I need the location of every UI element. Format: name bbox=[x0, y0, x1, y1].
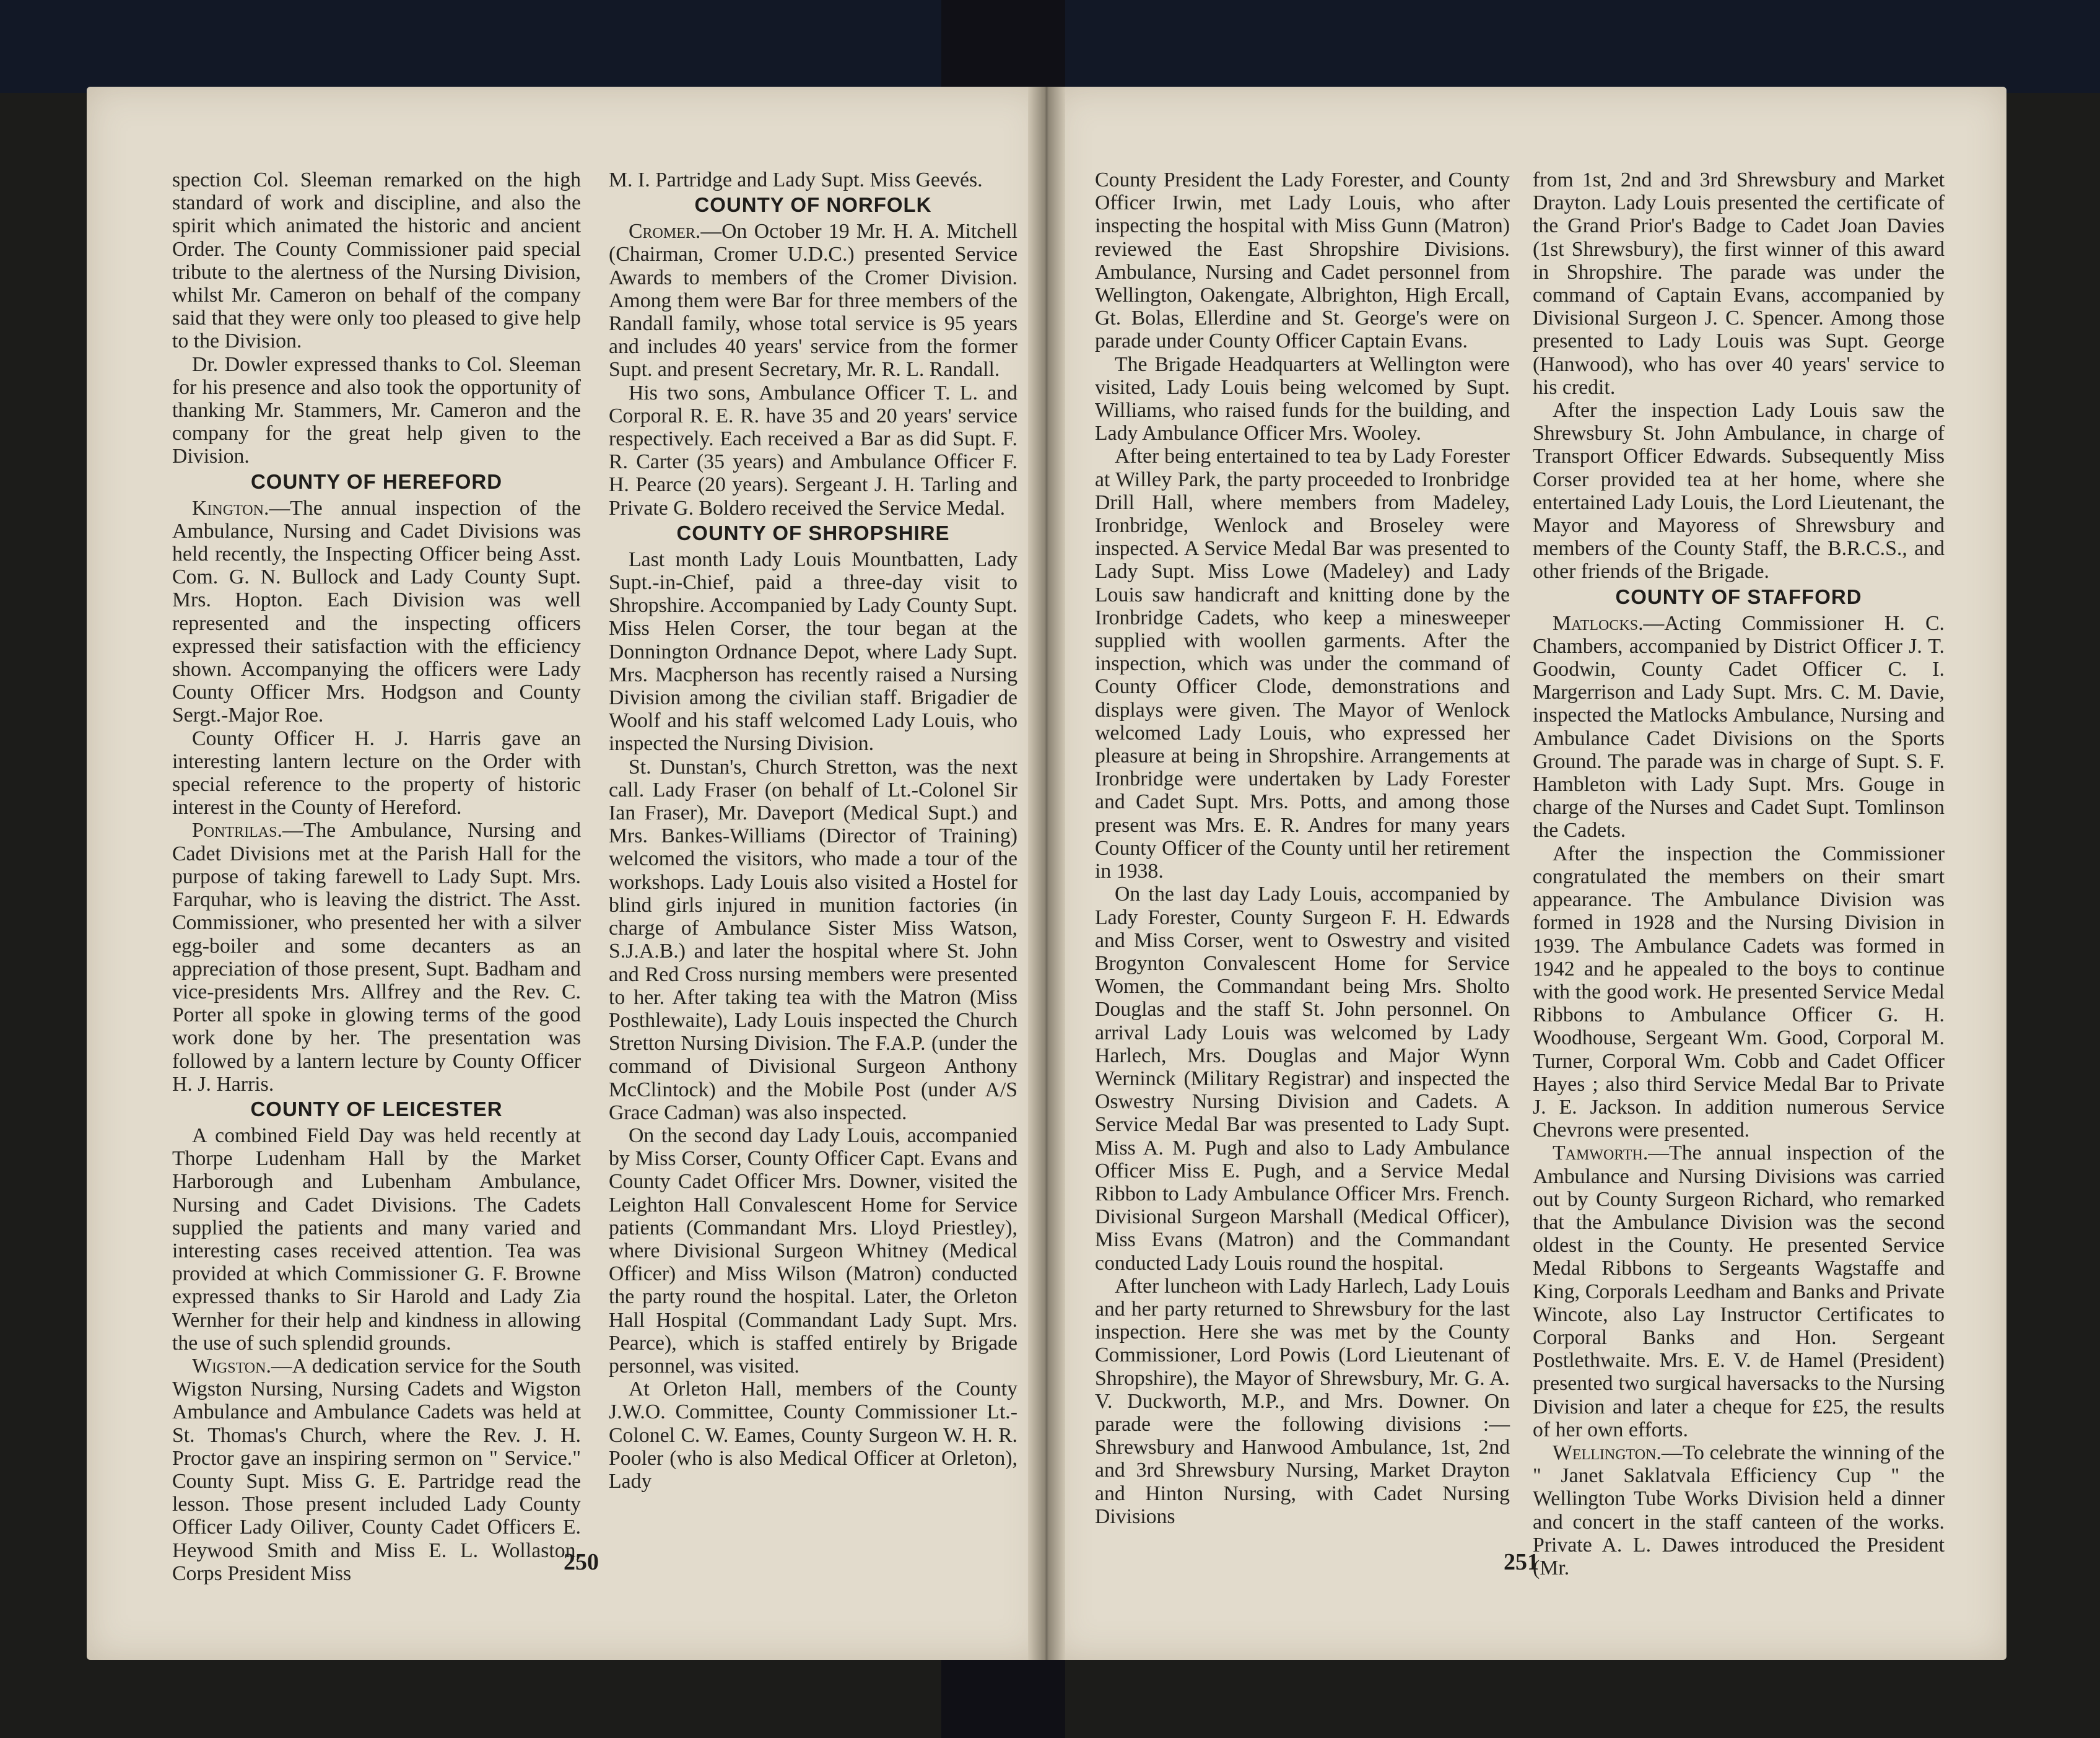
page-number-left: 250 bbox=[564, 1549, 599, 1575]
paragraph-text: —A dedication service for the South Wigston Nursing, Nursing Cadets and Wigston Ambulance and Ambulance Cadets was held at St. Thomas's Church, where the Rev. J. H. Proctor gave an inspiring sermon on " Service." County Supt. Miss G. E. Partridge read the lesson. Those present included Lady County Officer Lady Oiliver, County Cadet Officers E. Heywood Smith and Miss E. L. Wollaston, Corps President Miss bbox=[172, 1354, 581, 1585]
paragraph: Dr. Dowler expressed thanks to Col. Sleeman for his presence and also took the opportunity of thanking Mr. Stammers, Mr. Cameron and the company for the great help given to the Division. bbox=[172, 352, 581, 468]
paragraph-text: —The Ambulance, Nursing and Cadet Divisions met at the Parish Hall for the purpose of taking farewell to Lady Supt. Mrs. Farquhar, who is leaving the district. The Asst. Commissioner, who presented her with a silver egg-boiler and some decanters as an appreciation of those present, Supt. Badham and vice-presidents Mrs. Allfrey and the Rev. C. Porter all spoke in glowing terms of the good work done by her. The presentation was followed by a lantern lecture by County Officer H. J. Harris. bbox=[172, 819, 581, 1096]
section-heading-stafford: COUNTY OF STAFFORD bbox=[1615, 585, 1862, 608]
paragraph: At Orleton Hall, members of the County J.W.O. Committee, County Commissioner Lt.-Colonel C. W. Eames, County Surgeon W. H. R. Pooler (who is also Medical Officer at Orleton), Lady bbox=[609, 1378, 1017, 1493]
paragraph: The Brigade Headquarters at Wellington were visited, Lady Louis being welcomed by Supt. Williams, who raised funds for the building, and Lady Ambulance Officer Mrs. Wooley. bbox=[1095, 352, 1510, 445]
left-page-column-2 bbox=[609, 168, 1017, 1493]
place-name: Pontrilas. bbox=[192, 819, 282, 842]
paragraph: M. I. Partridge and Lady Supt. Miss Geevés. bbox=[609, 168, 983, 191]
left-page-column-1 bbox=[172, 168, 581, 1585]
right-page-column-1 bbox=[1095, 168, 1510, 1528]
place-name: Kington. bbox=[192, 496, 269, 520]
paragraph-pontrilas bbox=[172, 819, 581, 1095]
paragraph-text: —On October 19 Mr. H. A. Mitchell (Chairman, Cromer U.D.C.) presented Service Awards to members of the Cromer Division. Among them were Bar for three members of the Randall family, whose total service is 95 years and includes 40 years' service from the former Supt. and present Secretary, Mr. R. L. Randall. bbox=[609, 220, 1017, 382]
paragraph-text: —To celebrate the winning of the " Janet Saklatvala Efficiency Cup " the Wellington Tube Works Division held a dinner and concert in the staff canteen of the works. Private A. L. Dawes introduced the President (Mr. bbox=[1533, 1441, 1945, 1579]
section-heading-hereford: COUNTY OF HEREFORD bbox=[250, 469, 503, 493]
paragraph-tamworth bbox=[1533, 1142, 1945, 1441]
section-heading-leicester: COUNTY OF LEICESTER bbox=[250, 1097, 503, 1120]
paragraph: His two sons, Ambulance Officer T. L. and Corporal R. E. R. have 35 and 20 years' service respectively. Each received a Bar as did Supt. F. R. Carter (35 years) and Ambulance Officer F. H. Pearce (20 years). Sergeant J. H. Tarling and Private G. Boldero received the Service Medal. bbox=[609, 381, 1017, 520]
paragraph-kington bbox=[172, 497, 581, 727]
paragraph: A combined Field Day was held recently at Thorpe Ludenham Hall by the Market Harborough and Lubenham Ambulance, Nursing and Cadet Divisions. The Cadets supplied the patients and many varied and interesting cases received attention. Tea was provided at which Commissioner G. F. Browne expressed thanks to Sir Harold and Lady Zia Wernher for their help and kindness in allowing the use of such splendid grounds. bbox=[172, 1124, 581, 1355]
paragraph: On the second day Lady Louis, accompanied by Miss Corser, County Officer Capt. Evans and County Cadet Officer Mrs. Downer, visited the Leighton Hall Convalescent Home for Service patients (Commandant Mrs. Lloyd Priestley), where Divisional Surgeon Whitney (Medical Officer) and Miss Wilson (Matron) conducted the party round the hospital. Later, the Orleton Hall Hospital (Commandant Lady Supt. Mrs. Pearce), which is staffed entirely by Brigade personnel, was visited. bbox=[609, 1124, 1017, 1378]
paragraph: St. Dunstan's, Church Stretton, was the next call. Lady Fraser (on behalf of Lt.-Colonel Sir Ian Fraser), Mr. Daveport (Medical Supt.) and Mrs. Bankes-Williams (Director of Training) welcomed the visitors, who made a tour of the workshops. Lady Louis also visited a Hostel for blind girls injured in munition factories (in charge of Ambulance Sister Miss Watson, S.J.A.B.) and later the hospital where St. John and Red Cross nursing members were presented to her. After taking tea with the Matron (Miss Posthlewaite), Lady Louis inspected the Church Stretton Nursing Division. The F.A.P. (under the command of Divisional Surgeon Anthony McClintock) and the Mobile Post (under A/S Grace Cadman) was also inspected. bbox=[609, 755, 1017, 1124]
book-gutter bbox=[1028, 87, 1065, 1660]
place-name: Cromer. bbox=[629, 220, 701, 243]
paragraph: On the last day Lady Louis, accompanied by Lady Forester, County Surgeon F. H. Edwards and Miss Corser, went to Oswestry and visited Brogynton Convalescent Home for Service Women, the Commandant being Mrs. Sholto Douglas and the staff St. John personnel. On arrival Lady Louis was welcomed by Lady Harlech, Mrs. Douglas and Major Wynn Werninck (Military Registrar) and inspected the Oswestry Nursing Division and Cadets. A Service Medal Bar was presented to Lady Supt. Miss A. M. Pugh and also to Lady Ambulance Officer Miss E. Pugh, and a Service Medal Ribbon to Lady Ambulance Officer Mrs. French. Divisional Surgeon Marshall (Medical Officer), Miss Evans (Matron) and the Commandant conducted Lady Louis round the hospital. bbox=[1095, 883, 1510, 1275]
paragraph: After the inspection the Commissioner congratulated the members on their smart appearance. The Ambulance Division was formed in 1928 and the Nursing Division in 1939. The Ambulance Cadets was formed in 1942 and he appealed to the boys to continue with the good work. He presented Service Medal Ribbons to Ambulance Officer G. H. Woodhouse, Sergeant Wm. Good, Corporal M. Turner, Corporal Wm. Cobb and Cadet Officer Hayes ; also third Service Medal Bar to Private J. E. Jackson. In addition numerous Service Chevrons were presented. bbox=[1533, 842, 1945, 1142]
paragraph-text: —The annual inspection of the Ambulance, Nursing and Cadet Divisions was held recently, the Inspecting Officer being Asst. Com. G. N. Bullock and Lady County Supt. Mrs. Hopton. Each Division was well represented and the inspecting officers expressed their satisfaction with the efficiency shown. Accompanying the officers were Lady County Officer Mrs. Hodgson and County Sergt.-Major Roe. bbox=[172, 496, 581, 727]
paragraph: Last month Lady Louis Mountbatten, Lady Supt.-in-Chief, paid a three-day visit to Shropshire. Accompanied by Lady County Supt. Miss Helen Corser, the tour began at the Donnington Ordnance Depot, where Lady Supt. Mrs. Macpherson has recently raised a Nursing Division among the civilian staff. Brigadier de Woolf and his staff welcomed Lady Louis, who inspected the Nursing Division. bbox=[609, 548, 1017, 756]
right-page-column-2 bbox=[1533, 168, 1945, 1579]
paragraph: After being entertained to tea by Lady Forester at Willey Park, the party proceeded to Ironbridge Drill Hall, where members from Madeley, Ironbridge, Wenlock and Broseley were inspected. A Service Medal Bar was presented to Lady Supt. Miss Lowe (Madeley) and Lady Louis saw handicraft and knitting done by the Ironbridge Cadets, who keep a minesweeper supplied with woollen garments. After the inspection, which was under the command of County Officer Clode, demonstrations and displays were given. The Mayor of Wenlock welcomed Lady Louis, who expressed her pleasure at being in Shropshire. Arrangements at Ironbridge were undertaken by Lady Forester and Cadet Supt. Mrs. Potts, and among those present was Mrs. E. R. Andres for many years County Officer of the County until her retirement in 1938. bbox=[1095, 445, 1510, 883]
paragraph: After the inspection Lady Louis saw the Shrewsbury St. John Ambulance, in charge of Transport Officer Edwards. Subsequently Miss Corser provided tea at her home, where she entertained Lady Louis, the Lord Lieutenant, the Mayor and Mayoress of Shrewsbury and members of the County Staff, the B.R.C.S., and other friends of the Brigade. bbox=[1533, 399, 1945, 583]
paragraph-wigston bbox=[172, 1355, 581, 1585]
paragraph-matlocks bbox=[1533, 612, 1945, 842]
place-name: Matlocks. bbox=[1553, 611, 1644, 635]
section-heading-shropshire: COUNTY OF SHROPSHIRE bbox=[676, 521, 950, 544]
place-name: Tamworth. bbox=[1553, 1142, 1649, 1165]
paragraph: from 1st, 2nd and 3rd Shrewsbury and Market Drayton. Lady Louis presented the certificate of the Grand Prior's Badge to Cadet Joan Davies (1st Shrewsbury), the first winner of this award in Shropshire. The parade was under the command of Captain Evans, accompanied by Divisional Surgeon J. C. Spencer. Among those presented to Lady Louis was Supt. George (Hanwood), who has over 40 years' service to his credit. bbox=[1533, 168, 1945, 399]
paragraph-text: —The annual inspection of the Ambulance and Nursing Divisions was carried out by County Surgeon Richard, who remarked that the Ambulance Division was the second oldest in the County. He presented Service Medal Ribbons to Sergeants Wagstaffe and King, Corporals Leedham and Banks and Private Wincote, also Lay Instructor Certificates to Corporal Banks and Hon. Sergeant Postlethwaite. Mrs. E. V. de Hamel (President) presented two surgical haversacks to the Nursing Division and later a cheque for £25, the results of her own efforts. bbox=[1533, 1142, 1945, 1441]
paragraph-cromer bbox=[609, 220, 1017, 381]
place-name: Wigston. bbox=[192, 1354, 271, 1378]
paragraph-wellington bbox=[1533, 1441, 1945, 1579]
paragraph: County Officer H. J. Harris gave an interesting lantern lecture on the Order with special reference to the property of historic interest in the County of Hereford. bbox=[172, 727, 581, 819]
section-heading-norfolk: COUNTY OF NORFOLK bbox=[694, 193, 932, 217]
page-number-right: 251 bbox=[1504, 1549, 1539, 1575]
place-name: Wellington. bbox=[1553, 1441, 1662, 1464]
paragraph: After luncheon with Lady Harlech, Lady Louis and her party returned to Shrewsbury for the last inspection. Here she was met by the County Commissioner, Lord Powis (Lord Lieutenant of Shropshire), the Mayor of Shrewsbury, Mr. G. A. V. Duckworth, M.P., and Mrs. Downer. On parade were the following divisions :—Shrewsbury and Hanwood Ambulance, 1st, 2nd and 3rd Shrewsbury Nursing, Market Drayton and Hinton Nursing, with Cadet Nursing Divisions bbox=[1095, 1274, 1510, 1528]
paragraph-text: —Acting Commissioner H. C. Chambers, accompanied by District Officer J. T. Goodwin, County Cadet Officer C. I. Margerrison and Lady Supt. Mrs. C. M. Davie, inspected the Matlocks Ambulance, Nursing and Ambulance Cadet Divisions on the Sports Ground. The parade was in charge of Supt. S. F. Hambleton with Lady Supt. Mrs. Gouge in charge of the Nurses and Cadet Supt. Tomlinson the Cadets. bbox=[1533, 611, 1945, 842]
paragraph: spection Col. Sleeman remarked on the high standard of work and discipline, and also the spirit which animated the historic and ancient Order. The County Commissioner paid special tribute to the alertness of the Nursing Division, whilst Mr. Cameron on behalf of the company said that they were only too pleased to give help to the Division. bbox=[172, 168, 581, 353]
paragraph: County President the Lady Forester, and County Officer Irwin, met Lady Louis, who after inspecting the hospital with Miss Gunn (Matron) reviewed the East Shropshire Divisions. Ambulance, Nursing and Cadet personnel from Wellington, Oakengate, Albrighton, High Ercall, Gt. Bolas, Ellerdine and St. George's were on parade under County Officer Captain Evans. bbox=[1095, 168, 1510, 353]
